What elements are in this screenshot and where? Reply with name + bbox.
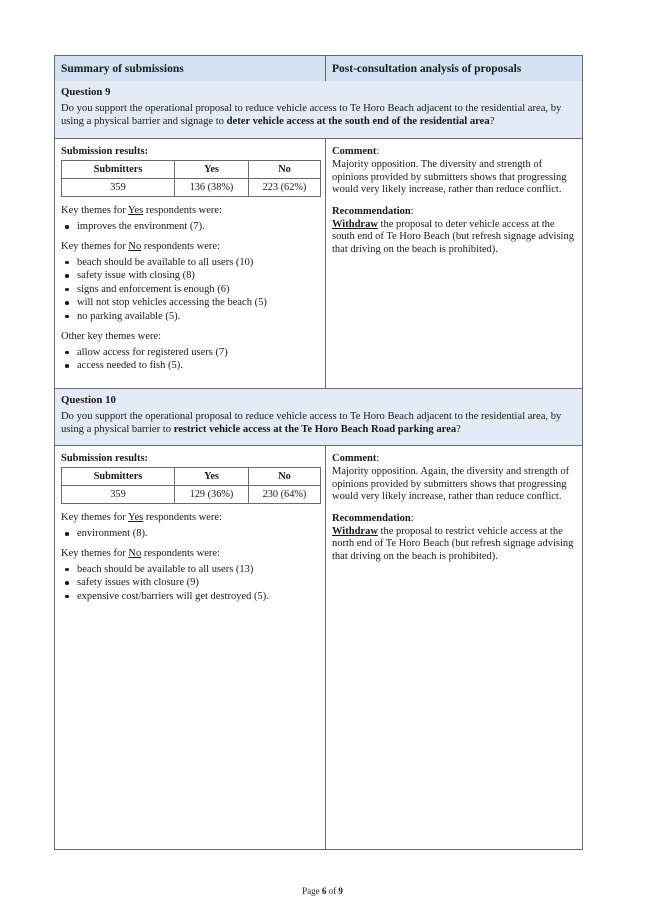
withdraw-action: Withdraw xyxy=(332,525,378,537)
table-row xyxy=(62,179,321,197)
table-row xyxy=(62,486,321,504)
yes-themes-intro: Key themes for Yes respondents were: xyxy=(61,205,222,216)
question-9-text: Do you support the operational proposal to reduce vehicle access to Te Horo Beach adjacent to the residential area, by using a physical barrier and signage to deter vehicle access at the south end of the residential area? xyxy=(61,103,562,127)
recommendation-text: Withdraw the proposal to restrict vehicle access at the north end of Te Horo Beach (but refresh signage advising that driving on the beach is prohibited). xyxy=(332,525,574,562)
results-header-row xyxy=(62,468,321,486)
list-item: no parking available (5). xyxy=(61,310,319,324)
submission-results-label: Submission results: xyxy=(61,453,149,464)
recommendation-label: Recommendation: xyxy=(332,512,414,524)
question-10-analysis-cell xyxy=(326,446,582,849)
comment-text: Majority opposition. Again, the diversity and strength of opinions provided by submitters shows that progressing would very likely increase, rather than reduce conflict. xyxy=(332,466,570,503)
yes-themes-intro: Key themes for Yes respondents were: xyxy=(61,512,222,523)
table-header-row xyxy=(55,56,582,82)
question-9-results-cell xyxy=(55,139,326,388)
question-10-results-cell xyxy=(55,446,326,849)
comment-label: Comment: xyxy=(332,146,380,157)
list-item: beach should be available to all users (13) xyxy=(61,563,319,577)
submitters-value: 359 xyxy=(62,486,175,504)
no-themes-intro: Key themes for No respondents were: xyxy=(61,547,220,559)
results-header-row xyxy=(62,161,321,179)
list-item: safety issue with closing (8) xyxy=(61,269,319,283)
submission-results-label: Submission results: xyxy=(61,146,149,157)
question-10-band xyxy=(55,389,582,446)
page-total: 9 xyxy=(338,886,343,896)
question-9-analysis-cell xyxy=(326,139,582,388)
yes-themes-list xyxy=(61,220,319,234)
withdraw-action: Withdraw xyxy=(332,218,378,230)
other-themes-intro: Other key themes were: xyxy=(61,330,162,342)
submissions-table xyxy=(54,55,583,850)
no-themes-intro: Key themes for No respondents were: xyxy=(61,240,220,252)
recommendation-label: Recommendation: xyxy=(332,205,414,217)
no-value: 223 (62%) xyxy=(249,179,321,197)
comment-text: Majority opposition. The diversity and strength of opinions provided by submitters shows that progressing would very likely increase, rather than reduce conflict. xyxy=(332,159,567,196)
question-10-title: Question 10 xyxy=(61,394,116,406)
recommendation-text: Withdraw the proposal to deter vehicle access at the south end of Te Horo Beach (but refresh signage advising that driving on the beach is prohibited). xyxy=(332,218,574,255)
list-item: will not stop vehicles accessing the beach (5) xyxy=(61,296,319,310)
no-value: 230 (64%) xyxy=(249,486,321,504)
question-10-emphasis: restrict vehicle access at the Te Horo Beach Road parking area xyxy=(173,424,457,435)
results-table xyxy=(61,467,321,504)
question-10-text: Do you support the operational proposal to reduce vehicle access to Te Horo Beach adjacent to the residential area, by using a physical barrier to restrict vehicle access at the Te Horo Beach Road parking area? xyxy=(61,411,562,435)
yes-value: 129 (36%) xyxy=(175,486,249,504)
page-number: 6 xyxy=(321,886,327,896)
header-summary: Summary of submissions xyxy=(55,56,326,81)
list-item: environment (8). xyxy=(61,527,319,541)
list-item: safety issues with closure (9) xyxy=(61,576,319,590)
col-no: No xyxy=(249,161,321,179)
other-themes-list xyxy=(61,346,319,373)
question-9-emphasis: deter vehicle access at the south end of the residential area xyxy=(226,116,490,127)
question-9-title: Question 9 xyxy=(61,86,111,98)
no-themes-list xyxy=(61,563,319,604)
col-yes: Yes xyxy=(175,161,249,179)
comment-label: Comment: xyxy=(332,453,380,464)
list-item: improves the environment (7). xyxy=(61,220,319,234)
submitters-value: 359 xyxy=(62,179,175,197)
no-themes-list xyxy=(61,256,319,324)
list-item: beach should be available to all users (10) xyxy=(61,256,319,270)
list-item: expensive cost/barriers will get destroyed (5). xyxy=(61,590,319,604)
results-table xyxy=(61,160,321,197)
col-yes: Yes xyxy=(175,468,249,486)
question-9-band xyxy=(55,81,582,139)
col-no: No xyxy=(249,468,321,486)
yes-value: 136 (38%) xyxy=(175,179,249,197)
col-submitters: Submitters xyxy=(62,161,175,179)
col-submitters: Submitters xyxy=(62,468,175,486)
yes-themes-list xyxy=(61,527,319,541)
page-footer: Page 6 of 9 xyxy=(302,886,343,896)
header-analysis: Post-consultation analysis of proposals xyxy=(332,63,522,75)
list-item: signs and enforcement is enough (6) xyxy=(61,283,319,297)
list-item: access needed to fish (5). xyxy=(61,359,319,373)
list-item: allow access for registered users (7) xyxy=(61,346,319,360)
